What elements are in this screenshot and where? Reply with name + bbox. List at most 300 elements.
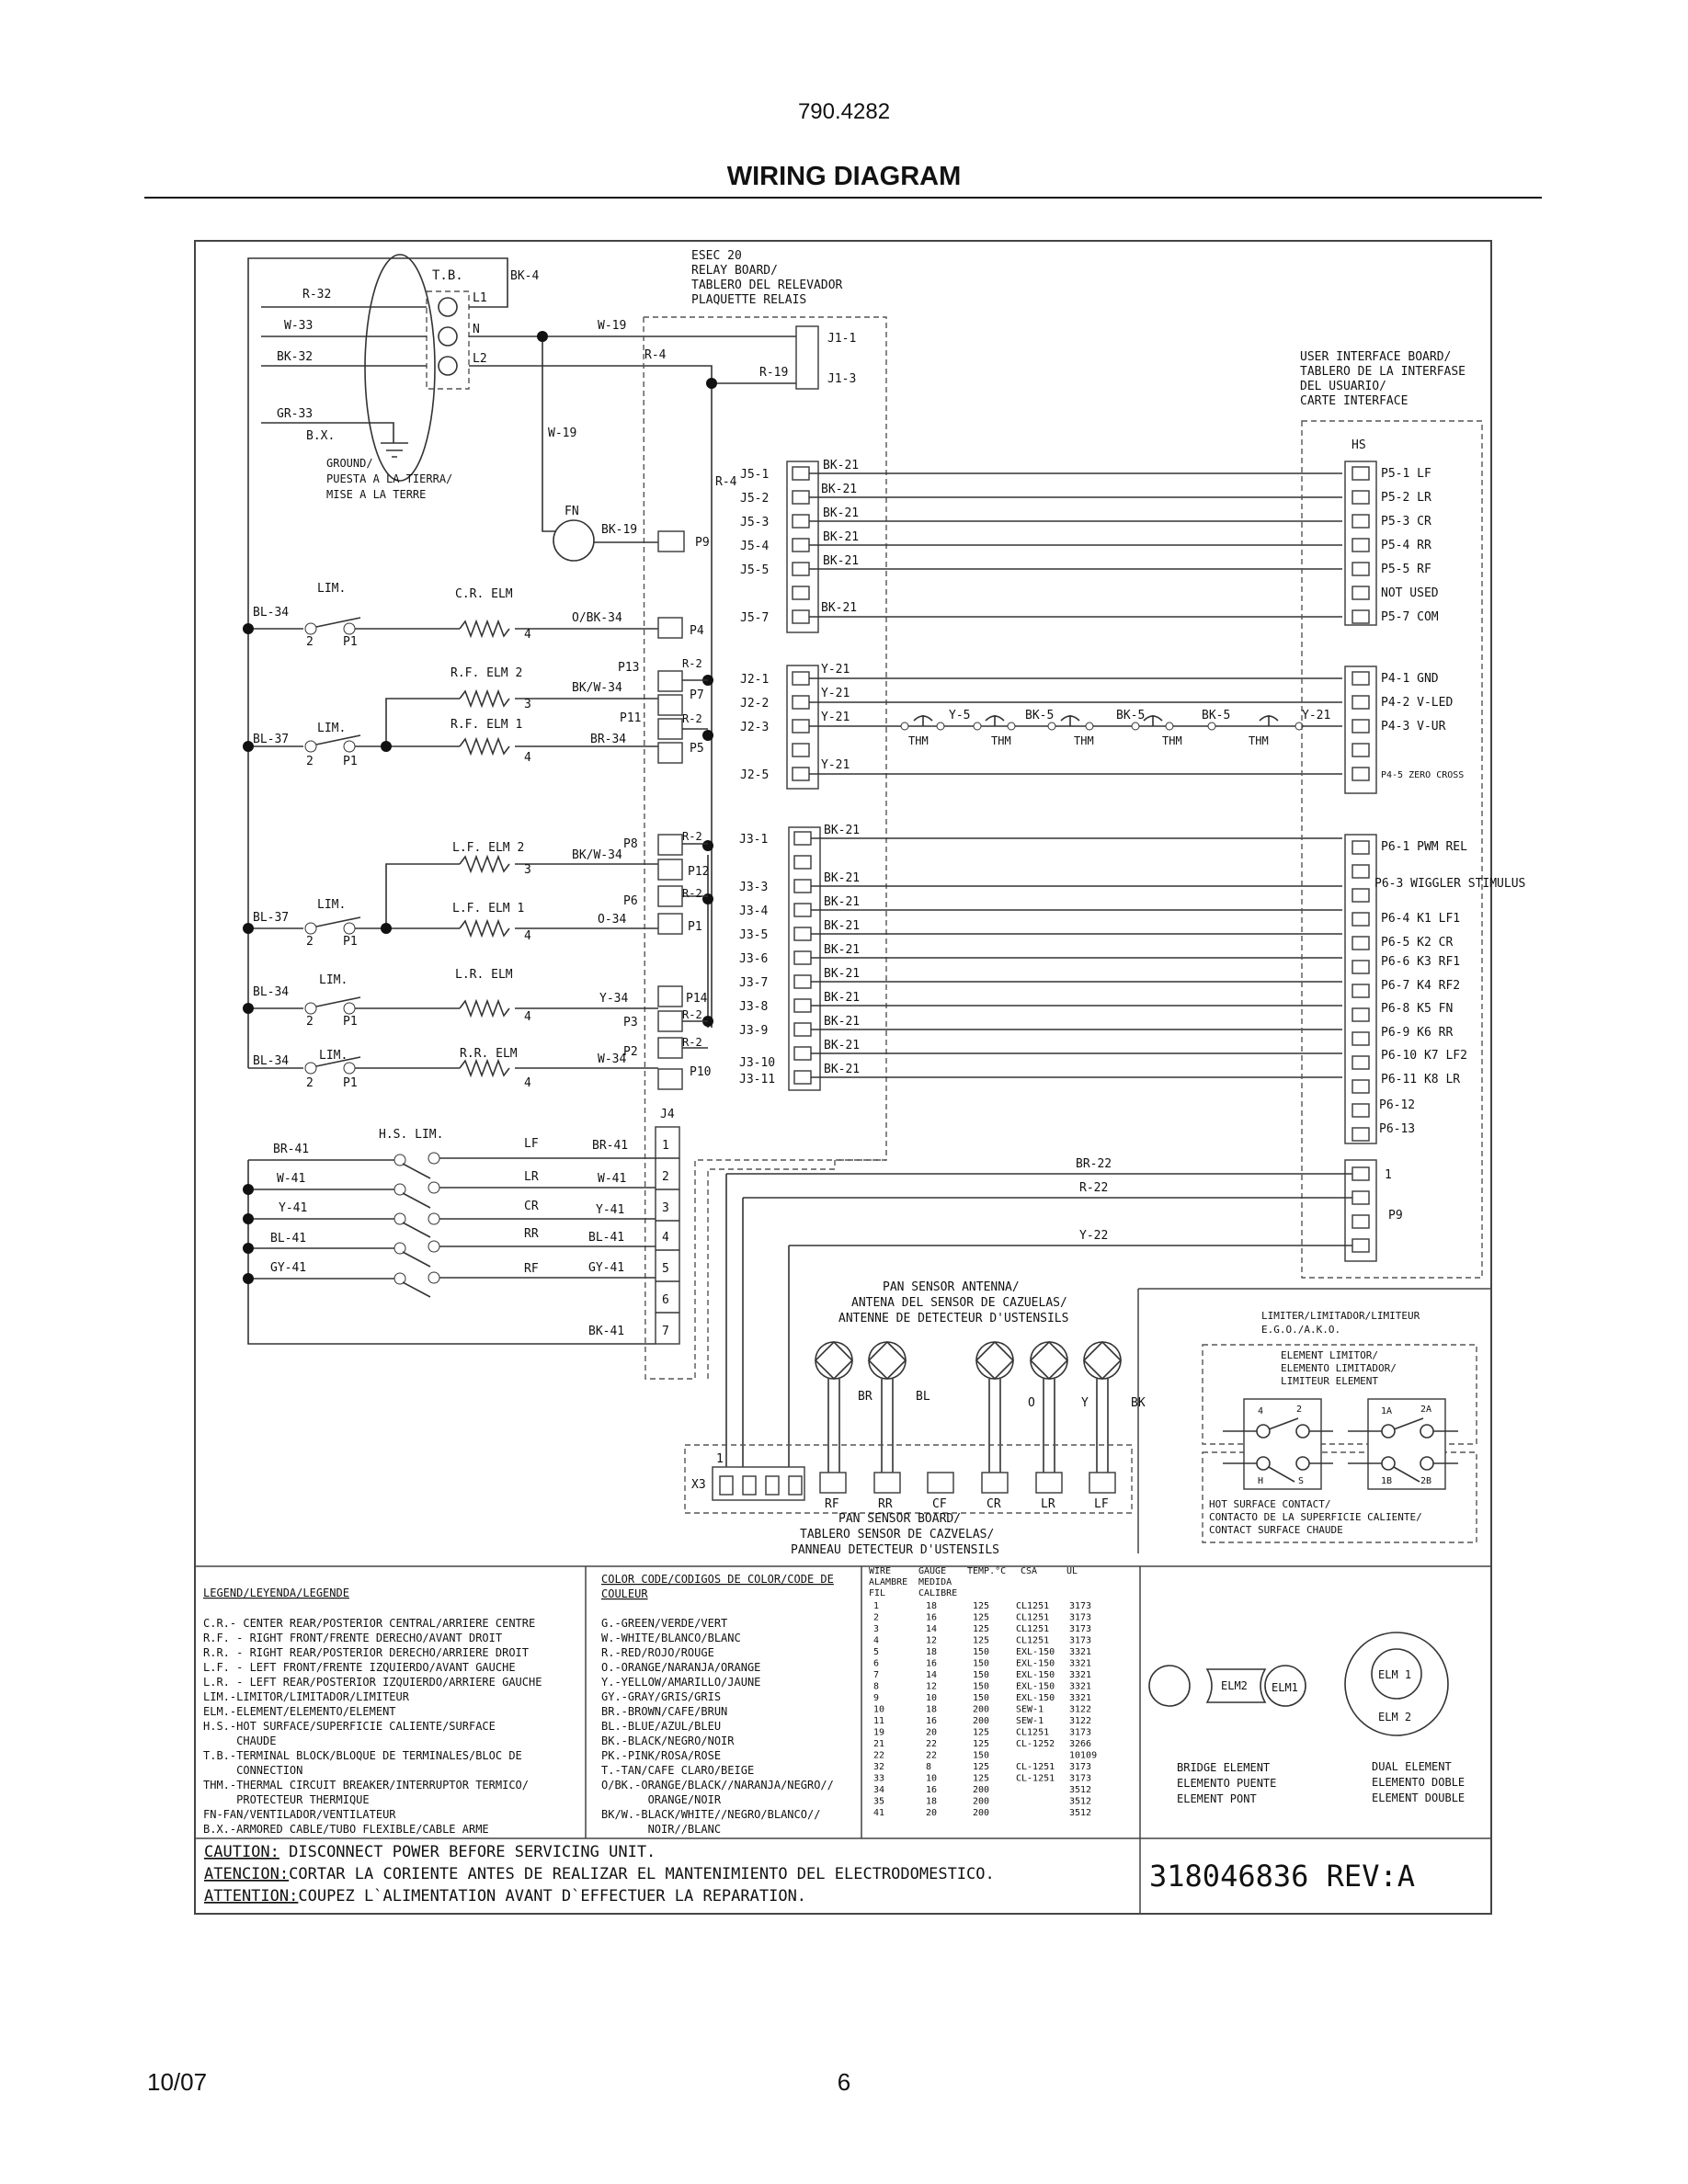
thm-label-3: THM <box>1074 734 1094 747</box>
c0-lim-pin-b: P1 <box>343 635 358 649</box>
c1-out-wire: BK/W-34 <box>572 681 622 695</box>
wire-table-cell: 18 <box>926 1704 938 1715</box>
sensor-pads <box>820 1473 1115 1493</box>
legend <box>203 1587 542 1836</box>
c0-lim: LIM. <box>317 582 347 596</box>
wire-table-cell: 16 <box>926 1785 938 1795</box>
dual-caption-2: ELEMENTO DOBLE <box>1372 1776 1466 1789</box>
hs-contact-2: CONTACTO DE LA SUPERFICIE CALIENTE/ <box>1209 1511 1422 1523</box>
wire-table-cell: 4 <box>873 1635 880 1646</box>
c3-lim: LIM. <box>319 973 348 987</box>
connector-j1 <box>796 326 818 389</box>
hs-in-1: BR-41 <box>273 1143 310 1156</box>
legend-item: T.B.-TERMINAL BLOCK/BLOQUE DE TERMINALES/BLOC DE <box>203 1749 522 1762</box>
j2-1-wire: Y-21 <box>821 663 850 677</box>
c1-elm-pin: 3 <box>524 698 531 711</box>
c3-elm-pin: 4 <box>524 1010 531 1024</box>
wire-table-cell: 125 <box>973 1624 990 1634</box>
footer-date: 10/07 <box>147 2068 208 2096</box>
hs-out-5: GY-41 <box>588 1261 625 1275</box>
caution-line-1: CAUTION: DISCONNECT POWER BEFORE SERVICING UNIT. <box>204 1843 656 1861</box>
wire-r19: R-19 <box>759 366 789 380</box>
ground-label-1: GROUND/ <box>326 457 373 470</box>
wire-table-cell: CL1251 <box>1016 1727 1050 1738</box>
c2-element: L.F. ELM 2 <box>452 841 525 855</box>
wire-gr33: GR-33 <box>277 407 314 421</box>
hs-pos-2: LR <box>524 1170 539 1184</box>
j5-2-wire: BK-21 <box>821 483 858 496</box>
ui-title-4: CARTE INTERFACE <box>1300 394 1409 408</box>
terminal-n-icon <box>439 327 457 346</box>
sensor-board-title-2: TABLERO SENSOR DE CAZVELAS/ <box>800 1528 995 1541</box>
pad-lf: LF <box>1094 1497 1109 1511</box>
antenna-wire-o: O <box>1028 1396 1035 1410</box>
wire-table-cell: 35 <box>873 1796 885 1807</box>
wire-table-cell: 1 <box>873 1601 880 1611</box>
wire-table-cell: 16 <box>926 1658 938 1669</box>
wire-table-cell: 3 <box>873 1624 880 1634</box>
ground-label-3: MISE A LA TERRE <box>326 488 427 501</box>
pad-rr: RR <box>878 1497 893 1511</box>
hs-out-3: Y-41 <box>596 1203 625 1217</box>
antenna-icon <box>815 1342 1121 1473</box>
sensor-board-title-1: PAN SENSOR BOARD/ <box>838 1512 962 1526</box>
relay-board <box>553 249 1342 1379</box>
legend-item: CONNECTION <box>203 1764 303 1777</box>
j3-7-wire: BK-21 <box>824 967 861 981</box>
wire-br22: BR-22 <box>1076 1157 1112 1171</box>
p5-5: P5-5 RF <box>1381 563 1431 576</box>
wire-table-cell: 150 <box>973 1681 990 1692</box>
j3-7: J3-7 <box>739 976 769 990</box>
wire-table-cell: 125 <box>973 1612 990 1623</box>
c1-second-pin: 4 <box>524 751 531 765</box>
thm-icon <box>901 715 944 730</box>
pin-l2: L2 <box>473 352 487 366</box>
wire-table-cell: 10 <box>926 1693 938 1703</box>
wire-table-cell: 41 <box>873 1808 885 1818</box>
caution-block <box>204 1843 1415 1905</box>
wire-table-cell: 3321 <box>1069 1670 1092 1680</box>
j5-5-wire: BK-21 <box>823 554 860 568</box>
wire-table-cell: 16 <box>926 1716 938 1726</box>
th-gauge: GAUGE <box>918 1566 947 1576</box>
wire-table-cell: EXL-150 <box>1016 1647 1055 1657</box>
relay-title-3: TABLERO DEL RELEVADOR <box>691 279 843 292</box>
dual-caption-1: DUAL ELEMENT <box>1372 1760 1452 1773</box>
terminal-block <box>427 291 469 389</box>
j3-5: J3-5 <box>739 928 769 942</box>
hot-surface-limiters <box>243 1128 656 1344</box>
dual-elm2: ELM 2 <box>1378 1711 1412 1723</box>
wire-table-cell: CL1251 <box>1016 1612 1050 1623</box>
dual-caption-3: ELEMENT DOUBLE <box>1372 1792 1466 1804</box>
wire-w19-top: W-19 <box>598 319 627 333</box>
power-input <box>248 255 802 1068</box>
hs-in-4: BL-41 <box>270 1232 307 1246</box>
c3-r2-pin-b: P2 <box>623 1045 638 1059</box>
legend-item: ELM.-ELEMENT/ELEMENTO/ELEMENT <box>203 1705 396 1718</box>
legend-item: PROTECTEUR THERMIQUE <box>203 1793 370 1806</box>
c4-supply: BL-34 <box>253 1054 290 1068</box>
element-circuits <box>243 582 713 1090</box>
lim-pin-4: 4 <box>1258 1406 1264 1416</box>
hs-out-2: W-41 <box>598 1172 627 1186</box>
wire-table-cell: 150 <box>973 1658 990 1669</box>
wire-table-cell: CL-1251 <box>1016 1773 1055 1784</box>
wire-table-cell: 200 <box>973 1785 990 1795</box>
thm-wire-5: Y-21 <box>1302 709 1331 722</box>
c4-element: R.R. ELM <box>460 1047 518 1061</box>
p6-5: P6-5 K2 CR <box>1381 936 1454 950</box>
wire-table-cell: 200 <box>973 1796 990 1807</box>
hs-contact-3: CONTACT SURFACE CHAUDE <box>1209 1524 1343 1536</box>
j4-pin-6: 6 <box>662 1293 669 1307</box>
wire-table-cell: 21 <box>873 1739 885 1749</box>
j4-pin-2: 2 <box>662 1170 669 1184</box>
c3-out-wire: Y-34 <box>599 992 629 1006</box>
lim-pin-s: S <box>1298 1476 1305 1486</box>
hs-pos-5: RF <box>524 1262 539 1276</box>
p4-2: P4-2 V-LED <box>1381 696 1454 710</box>
j3-8-wire: BK-21 <box>824 991 861 1005</box>
wire-bk19: BK-19 <box>601 523 638 537</box>
wire-table-cell: 12 <box>926 1635 938 1646</box>
wire-table-cell: 3173 <box>1069 1635 1092 1646</box>
r2-label: R-2 <box>682 887 702 900</box>
c1-second-wire: BR-34 <box>590 733 627 746</box>
wire-table-cell: 19 <box>873 1727 885 1738</box>
pad-lr: LR <box>1041 1497 1055 1511</box>
c2-supply: BL-37 <box>253 911 290 925</box>
j3-10: J3-10 <box>739 1056 776 1070</box>
hs-contact-1: HOT SURFACE CONTACT/ <box>1209 1498 1331 1510</box>
color-code-title-1: COLOR CODE/CODIGOS DE COLOR/CODE DE <box>601 1573 834 1586</box>
wire-table-cell: 34 <box>873 1785 885 1795</box>
ui-title-1: USER INTERFACE BOARD/ <box>1300 350 1452 364</box>
c2-lim: LIM. <box>317 898 347 912</box>
p4-5: P4-5 ZERO CROSS <box>1381 770 1465 780</box>
r2-label: R-2 <box>682 657 702 670</box>
wire-table-cell: 125 <box>973 1727 990 1738</box>
r2-label: R-2 <box>682 830 702 843</box>
c4-lim-pin-a: 2 <box>306 1076 314 1090</box>
color-code-item: BR.-BROWN/CAFE/BRUN <box>601 1705 728 1718</box>
antenna-title-1: PAN SENSOR ANTENNA/ <box>883 1280 1020 1294</box>
hs-pos-1: LF <box>524 1137 539 1151</box>
c3-supply: BL-34 <box>253 985 290 999</box>
antenna-title-2: ANTENA DEL SENSOR DE CAZUELAS/ <box>851 1296 1067 1310</box>
bridge-caption-1: BRIDGE ELEMENT <box>1177 1761 1271 1774</box>
wire-bk4: BK-4 <box>510 269 540 283</box>
pad-cf: CF <box>932 1497 947 1511</box>
legend-item: L.R. - LEFT REAR/POSTERIOR IZQUIERDO/ARRIERE GAUCHE <box>203 1676 542 1689</box>
wire-table <box>869 1566 1097 1818</box>
c0-supply: BL-34 <box>253 606 290 620</box>
c2-lim-pin-a: 2 <box>306 935 314 949</box>
hs-title: H.S. LIM. <box>379 1128 444 1142</box>
th-wire-es: ALAMBRE <box>869 1577 908 1587</box>
wire-table-cell: 3266 <box>1069 1739 1092 1749</box>
legend-item: R.F. - RIGHT FRONT/FRENTE DERECHO/AVANT DROIT <box>203 1632 503 1644</box>
wire-table-cell: 150 <box>973 1647 990 1657</box>
wire-table-cell: 125 <box>973 1762 990 1772</box>
wire-table-cell: EXL-150 <box>1016 1693 1055 1703</box>
pin-j1-1: J1-1 <box>827 332 857 346</box>
c4-lim: LIM. <box>319 1049 348 1063</box>
wire-table-cell: 3321 <box>1069 1693 1092 1703</box>
j5-3-wire: BK-21 <box>823 506 860 520</box>
thm-label-1: THM <box>908 734 929 747</box>
c4-elm-pin: 4 <box>524 1076 531 1090</box>
antenna-title-3: ANTENNE DE DETECTEUR D'USTENSILS <box>838 1312 1069 1325</box>
thm-icon <box>974 715 1015 730</box>
c3-lim-pin-a: 2 <box>306 1015 314 1029</box>
th-wire: WIRE <box>869 1566 892 1576</box>
c3-element: L.R. ELM <box>455 968 513 982</box>
wire-table-cell: 8 <box>926 1762 932 1772</box>
wire-table-cell: 3173 <box>1069 1624 1092 1634</box>
p6-7: P6-7 K4 RF2 <box>1381 979 1461 993</box>
c0-out-wire: O/BK-34 <box>572 611 622 625</box>
relay-title-2: RELAY BOARD/ <box>691 264 778 278</box>
wire-table-cell: 3122 <box>1069 1704 1092 1715</box>
fan-label: FN <box>565 505 579 518</box>
j3-6-wire: BK-21 <box>824 943 861 957</box>
limiter-key-title-2: E.G.O./A.K.O. <box>1261 1324 1341 1336</box>
p4-3: P4-3 V-UR <box>1381 720 1446 734</box>
c0-lim-pin-a: 2 <box>306 635 314 649</box>
caution-line-2: ATENCION:CORTAR LA CORIENTE ANTES DE REALIZAR EL MANTENIMIENTO DEL ELECTRODOMESTICO. <box>204 1865 995 1883</box>
bridge-elm1: ELM1 <box>1272 1681 1298 1694</box>
wire-table-cell: 125 <box>973 1601 990 1611</box>
j2-1: J2-1 <box>740 673 770 687</box>
thm-label-2: THM <box>991 734 1011 747</box>
wire-r22: R-22 <box>1079 1181 1109 1195</box>
c3-relay-pin: P14 <box>686 992 708 1006</box>
p5-3: P5-3 CR <box>1381 515 1431 529</box>
relay-pin-p9 <box>658 531 684 552</box>
j3-3-wire: BK-21 <box>824 871 861 885</box>
wire-table-cell: 18 <box>926 1601 938 1611</box>
p9-pin1: 1 <box>1385 1168 1392 1182</box>
j5-1: J5-1 <box>740 468 770 482</box>
wire-table-cell: 5 <box>873 1647 880 1657</box>
hs-pos-4: RR <box>524 1227 539 1241</box>
sensor-board-title-3: PANNEAU DETECTEUR D'USTENSILS <box>791 1543 999 1557</box>
element-limitor-2: ELEMENTO LIMITADOR/ <box>1281 1362 1397 1374</box>
terminal-l2-icon <box>439 357 457 375</box>
legend-title: LEGEND/LEYENDA/LEGENDE <box>203 1587 349 1599</box>
wire-bk32: BK-32 <box>277 350 314 364</box>
lim-pin-h: H <box>1258 1476 1264 1486</box>
j3-3: J3-3 <box>739 881 769 894</box>
color-code-item: W.-WHITE/BLANCO/BLANC <box>601 1632 741 1644</box>
r2-label: R-2 <box>682 1036 702 1049</box>
wire-table-cell: 20 <box>926 1727 938 1738</box>
limiter-key-title-1: LIMITER/LIMITADOR/LIMITEUR <box>1261 1310 1420 1322</box>
wire-table-cell: 200 <box>973 1704 990 1715</box>
color-code-item: BL.-BLUE/AZUL/BLEU <box>601 1720 722 1733</box>
wire-table-cell: 10 <box>873 1704 885 1715</box>
legend-item: LIM.-LIMITOR/LIMITADOR/LIMITEUR <box>203 1690 409 1703</box>
wire-table-cell: 3173 <box>1069 1762 1092 1772</box>
antenna-wire-bk: BK <box>1131 1396 1146 1410</box>
th-ul: UL <box>1066 1566 1078 1576</box>
pad-cr: CR <box>987 1497 1001 1511</box>
color-code-title-2: COULEUR <box>601 1587 648 1600</box>
ui-title-2: TABLERO DE LA INTERFASE <box>1300 365 1466 379</box>
lim-pin-1a: 1A <box>1381 1406 1393 1416</box>
hs-return-wire: BK-41 <box>588 1325 625 1338</box>
limiter-switch-icon <box>305 618 360 1074</box>
wire-table-cell: 9 <box>873 1693 880 1703</box>
c2-r2-pin-a: P8 <box>623 837 638 851</box>
wire-table-cell: SEW-1 <box>1016 1704 1044 1715</box>
th-temp: TEMP.°C <box>967 1566 1007 1576</box>
wire-table-cell: 33 <box>873 1773 885 1784</box>
wire-table-cell: 3122 <box>1069 1716 1092 1726</box>
p5-2: P5-2 LR <box>1381 491 1431 505</box>
antenna-wire-bl: BL <box>916 1390 930 1404</box>
armored-cable-icon <box>365 255 435 481</box>
wire-table-cell: 18 <box>926 1647 938 1657</box>
ui-title-3: DEL USUARIO/ <box>1300 380 1386 393</box>
p4-1: P4-1 GND <box>1381 672 1439 686</box>
j3-pins <box>794 832 1342 1084</box>
p6-6: P6-6 K3 RF1 <box>1381 955 1461 969</box>
bridge-element-icon <box>1149 1666 1190 1706</box>
c1-element: R.F. ELM 2 <box>451 666 523 680</box>
j3-9: J3-9 <box>739 1024 769 1038</box>
j5-1-wire: BK-21 <box>823 459 860 472</box>
wire-table-cell: 22 <box>926 1739 938 1749</box>
wire-y22: Y-22 <box>1079 1229 1109 1243</box>
j3-8: J3-8 <box>739 1000 769 1014</box>
page-number: 6 <box>837 2068 851 2096</box>
pin-j1-3: J1-3 <box>827 372 857 386</box>
j5-4-wire: BK-21 <box>823 530 860 544</box>
c1-relay-pin: P7 <box>690 688 704 702</box>
bridge-caption-3: ELEMENT PONT <box>1177 1792 1257 1805</box>
tb-label: T.B. <box>432 268 463 283</box>
j5-3: J5-3 <box>740 516 770 529</box>
limiter-key <box>1203 1310 1477 1542</box>
antenna-wire-br: BR <box>858 1390 873 1404</box>
j3-4-wire: BK-21 <box>824 895 861 909</box>
legend-item: R.R. - RIGHT REAR/POSTERIOR DERECHO/ARRIERE DROIT <box>203 1646 530 1659</box>
j3-1-wire: BK-21 <box>824 824 861 837</box>
c1-lim-pin-a: 2 <box>306 755 314 768</box>
lim-pin-1b: 1B <box>1381 1476 1393 1486</box>
color-code-item: Y.-YELLOW/AMARILLO/JAUNE <box>601 1676 761 1689</box>
r2-label: R-2 <box>682 1008 702 1021</box>
wire-table-cell: 3173 <box>1069 1612 1092 1623</box>
hs-limiter-icon <box>394 1153 439 1297</box>
p5-7: P5-7 COM <box>1381 610 1439 624</box>
wire-table-cell: 8 <box>873 1681 880 1692</box>
c2-second-relay-pin: P1 <box>688 920 702 934</box>
j3-11-wire: BK-21 <box>824 1063 861 1076</box>
color-code-item: GY.-GRAY/GRIS/GRIS <box>601 1690 722 1703</box>
wire-table-cell: 150 <box>973 1693 990 1703</box>
lim-pin-2: 2 <box>1296 1405 1303 1415</box>
p5-1: P5-1 LF <box>1381 467 1431 481</box>
j4-pin-4: 4 <box>662 1231 669 1245</box>
wire-table-cell: EXL-150 <box>1016 1670 1055 1680</box>
thm-wire-1: Y-5 <box>949 709 971 722</box>
th-gauge-es: MEDIDA <box>918 1577 952 1587</box>
j2-5-wire: Y-21 <box>821 758 850 772</box>
c1-r2-pin-a: P13 <box>618 661 640 675</box>
hs-in-2: W-41 <box>277 1172 306 1186</box>
wire-table-cell: 200 <box>973 1716 990 1726</box>
c1-second-element: R.F. ELM 1 <box>451 718 523 732</box>
c0-elm-pin: 4 <box>524 628 531 642</box>
relay-pin-p9-label: P9 <box>695 536 710 550</box>
wire-table-cell: 10 <box>926 1773 938 1784</box>
j5-7-wire: BK-21 <box>821 601 858 615</box>
wire-table-cell: 10109 <box>1069 1750 1098 1761</box>
p6-13: P6-13 <box>1379 1122 1416 1136</box>
legend-item: FN-FAN/VENTILADOR/VENTILATEUR <box>203 1808 396 1821</box>
j2-5: J2-5 <box>740 768 770 782</box>
wire-table-cell: CL1251 <box>1016 1601 1050 1611</box>
j4-pin-3: 3 <box>662 1201 669 1215</box>
wire-table-cell: SEW-1 <box>1016 1716 1044 1726</box>
hs-in-5: GY-41 <box>270 1261 307 1275</box>
wire-table-cell: 22 <box>873 1750 885 1761</box>
color-code-item: G.-GREEN/VERDE/VERT <box>601 1617 728 1630</box>
j2-3-wire: Y-21 <box>821 711 850 724</box>
wire-table-cell: 16 <box>926 1612 938 1623</box>
wire-table-cell: 3173 <box>1069 1601 1092 1611</box>
x3-pin-1: 1 <box>716 1452 724 1466</box>
legend-item: H.S.-HOT SURFACE/SUPERFICIE CALIENTE/SURFACE <box>203 1720 496 1733</box>
wire-table-cell: 32 <box>873 1762 885 1772</box>
hs-in-3: Y-41 <box>279 1201 308 1215</box>
fan-icon <box>553 520 594 561</box>
wire-table-cell: 150 <box>973 1750 990 1761</box>
wire-table-cell: CL1251 <box>1016 1635 1050 1646</box>
p6-8: P6-8 K5 FN <box>1381 1002 1454 1016</box>
element-limitor-3: LIMITEUR ELEMENT <box>1281 1375 1378 1387</box>
c1-lim-pin-b: P1 <box>343 755 358 768</box>
j4-label: J4 <box>660 1108 675 1121</box>
legend-item: THM.-THERMAL CIRCUIT BREAKER/INTERRUPTOR TERMICO/ <box>203 1779 530 1792</box>
wire-table-cell: CL-1252 <box>1016 1739 1055 1749</box>
wire-table-cell: 3321 <box>1069 1681 1092 1692</box>
c1-r2-pin-b: P11 <box>620 711 642 725</box>
j5-2: J5-2 <box>740 492 770 506</box>
wire-r32: R-32 <box>302 288 332 301</box>
color-code-item: NOIR//BLANC <box>601 1823 722 1836</box>
wire-table-cell: 22 <box>926 1750 938 1761</box>
j5-5: J5-5 <box>740 563 770 577</box>
relay-title-4: PLAQUETTE RELAIS <box>691 293 807 307</box>
wire-table-cell: 150 <box>973 1670 990 1680</box>
hs-pos-3: CR <box>524 1200 539 1213</box>
c2-relay-pin: P12 <box>688 865 710 879</box>
p5-6: NOT USED <box>1381 586 1439 600</box>
wire-w19-drop: W-19 <box>548 427 577 440</box>
p6-12: P6-12 <box>1379 1098 1416 1112</box>
j4-pin-7: 7 <box>662 1325 669 1338</box>
c2-lim-pin-b: P1 <box>343 935 358 949</box>
bx-label: B.X. <box>306 429 336 443</box>
color-code <box>601 1573 834 1836</box>
pin-l1: L1 <box>473 291 487 305</box>
